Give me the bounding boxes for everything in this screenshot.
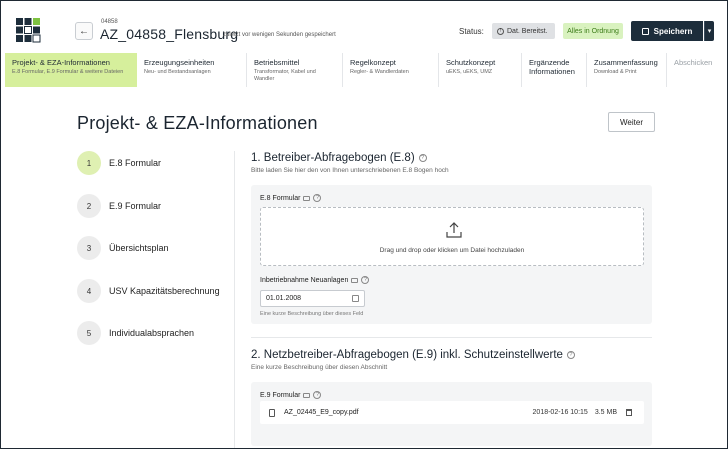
section-description: Bitte laden Sie hier den von Ihnen unterschriebenen E.8 Bogen hoch (251, 167, 449, 174)
step-label: E.8 Formular (109, 157, 162, 168)
tab-subtitle: Download & Print (594, 69, 637, 75)
help-icon[interactable]: ? (361, 276, 369, 284)
section-title (251, 349, 575, 361)
dropzone-text: Drag und drop oder klicken um Datei hochzuladen (379, 247, 525, 254)
step-number: 1 (77, 151, 101, 175)
header (1, 1, 727, 57)
tab-title: Projekt- & EZA-Informationen (12, 58, 110, 67)
section-title-text: 1. Betreiber-Abfragebogen (E.8) (251, 152, 415, 164)
field-label-text: E.8 Formular (260, 194, 301, 202)
step-number: 2 (77, 194, 101, 218)
save-menu-button[interactable] (704, 21, 714, 41)
card-e9 (251, 382, 652, 446)
tab-title: Ergänzende Informationen (529, 58, 575, 76)
tab-abschicken[interactable] (667, 53, 723, 87)
step-label: Übersichtsplan (109, 242, 169, 253)
arrow-left-icon: ← (79, 25, 89, 37)
section-divider (251, 337, 652, 338)
upload-icon (445, 221, 463, 239)
step-item-uebersichtsplan[interactable] (77, 236, 169, 260)
tab-zusammenfassung[interactable] (587, 53, 667, 87)
tab-title: Erzeugungseinheiten (144, 58, 215, 67)
tab-ergaenzende-informationen[interactable] (522, 53, 587, 87)
section-e9-header (251, 349, 575, 371)
field-label-text: Inbetriebnahme Neuanlagen (260, 276, 349, 284)
section-title-text: 2. Netzbetreiber-Abfragebogen (E.9) inkl. Schutzeinstellwerte (251, 349, 563, 361)
step-item-usv[interactable] (77, 279, 221, 303)
step-label: Individualabsprachen (109, 327, 195, 338)
status-pill[interactable] (492, 23, 555, 39)
help-icon[interactable]: ? (313, 391, 321, 399)
page-title: Projekt- & EZA-Informationen (77, 113, 318, 133)
document-icon (269, 409, 275, 417)
tab-title: Schutzkonzept (446, 58, 496, 67)
tab-title: Abschicken (674, 58, 713, 67)
section-e8-header (251, 152, 449, 174)
project-title: AZ_04858_Flensburg (100, 26, 239, 42)
divider (234, 151, 235, 449)
tab-projekt-eza[interactable] (5, 53, 137, 87)
calendar-icon[interactable] (352, 295, 359, 302)
next-button[interactable]: Weiter (608, 112, 655, 132)
tab-title: Zusammenfassung (594, 58, 658, 67)
step-number: 4 (77, 279, 101, 303)
tab-schutzkonzept[interactable] (439, 53, 522, 87)
tab-subtitle: Transformator, Kabel und Wandler (254, 69, 316, 82)
date-input[interactable] (260, 290, 365, 307)
comment-icon[interactable] (303, 393, 310, 398)
tab-erzeugungseinheiten[interactable] (137, 53, 247, 87)
file-size: 3.5 MB (594, 409, 617, 416)
step-number: 3 (77, 236, 101, 260)
comment-icon[interactable] (303, 196, 310, 201)
step-label: E.9 Formular (109, 200, 162, 211)
ok-badge: Alles in Ordnung (563, 23, 623, 39)
trash-icon[interactable] (626, 409, 632, 416)
file-date: 2018-02-16 10:15 (532, 409, 588, 416)
field-label-text: E.9 Formular (260, 391, 301, 399)
save-button[interactable] (631, 21, 703, 41)
tab-title: Regelkonzept (350, 58, 396, 67)
comment-icon[interactable] (351, 278, 358, 283)
tab-subtitle: uEKS, uEKS, UMZ (446, 69, 493, 75)
status-value: Dat. Bereitst. (507, 27, 548, 35)
status-label: Status: (459, 27, 484, 36)
file-row[interactable] (260, 401, 644, 424)
field-label-inbetriebnahme (260, 276, 369, 284)
tab-subtitle: Neu- und Bestandsanlagen (144, 69, 211, 75)
help-icon[interactable]: ? (567, 351, 575, 359)
saved-note: zuletzt vor wenigen Sekunden gespeichert (223, 32, 336, 38)
help-icon[interactable]: ? (419, 154, 427, 162)
tab-subtitle: E.8 Formular, E.9 Formular & weitere Dateien (12, 69, 124, 75)
card-e8 (251, 185, 652, 324)
project-code: 04858 (101, 19, 118, 25)
file-name[interactable]: AZ_02445_E9_copy.pdf (284, 409, 359, 416)
section-title (251, 152, 449, 164)
tab-betriebsmittel[interactable] (247, 53, 343, 87)
back-button[interactable] (75, 22, 93, 40)
save-label: Speichern (653, 26, 693, 36)
field-hint: Eine kurze Beschreibung über dieses Feld (260, 311, 364, 317)
upload-dropzone[interactable] (260, 207, 644, 266)
field-label-e8 (260, 194, 321, 202)
tab-regelkonzept[interactable] (343, 53, 439, 87)
step-number: 5 (77, 321, 101, 345)
step-item-e8[interactable] (77, 151, 161, 175)
field-label-e9 (260, 391, 321, 399)
section-description: Eine kurze Beschreibung über diesen Abschnitt (251, 364, 388, 371)
step-item-e9[interactable] (77, 194, 161, 218)
logo (15, 17, 41, 43)
tab-subtitle: Regler- & Wandlerdaten (350, 69, 409, 75)
step-item-individualabsprachen[interactable] (77, 321, 194, 345)
date-value: 01.01.2008 (266, 295, 302, 302)
help-icon[interactable]: ? (313, 194, 321, 202)
step-label: USV Kapazitätsberechnung (109, 285, 220, 296)
tab-bar (5, 53, 723, 87)
chevron-down-icon: ▾ (707, 28, 712, 35)
tab-title: Betriebsmittel (254, 58, 300, 67)
clock-icon: ! (497, 28, 504, 35)
save-icon (642, 28, 649, 35)
